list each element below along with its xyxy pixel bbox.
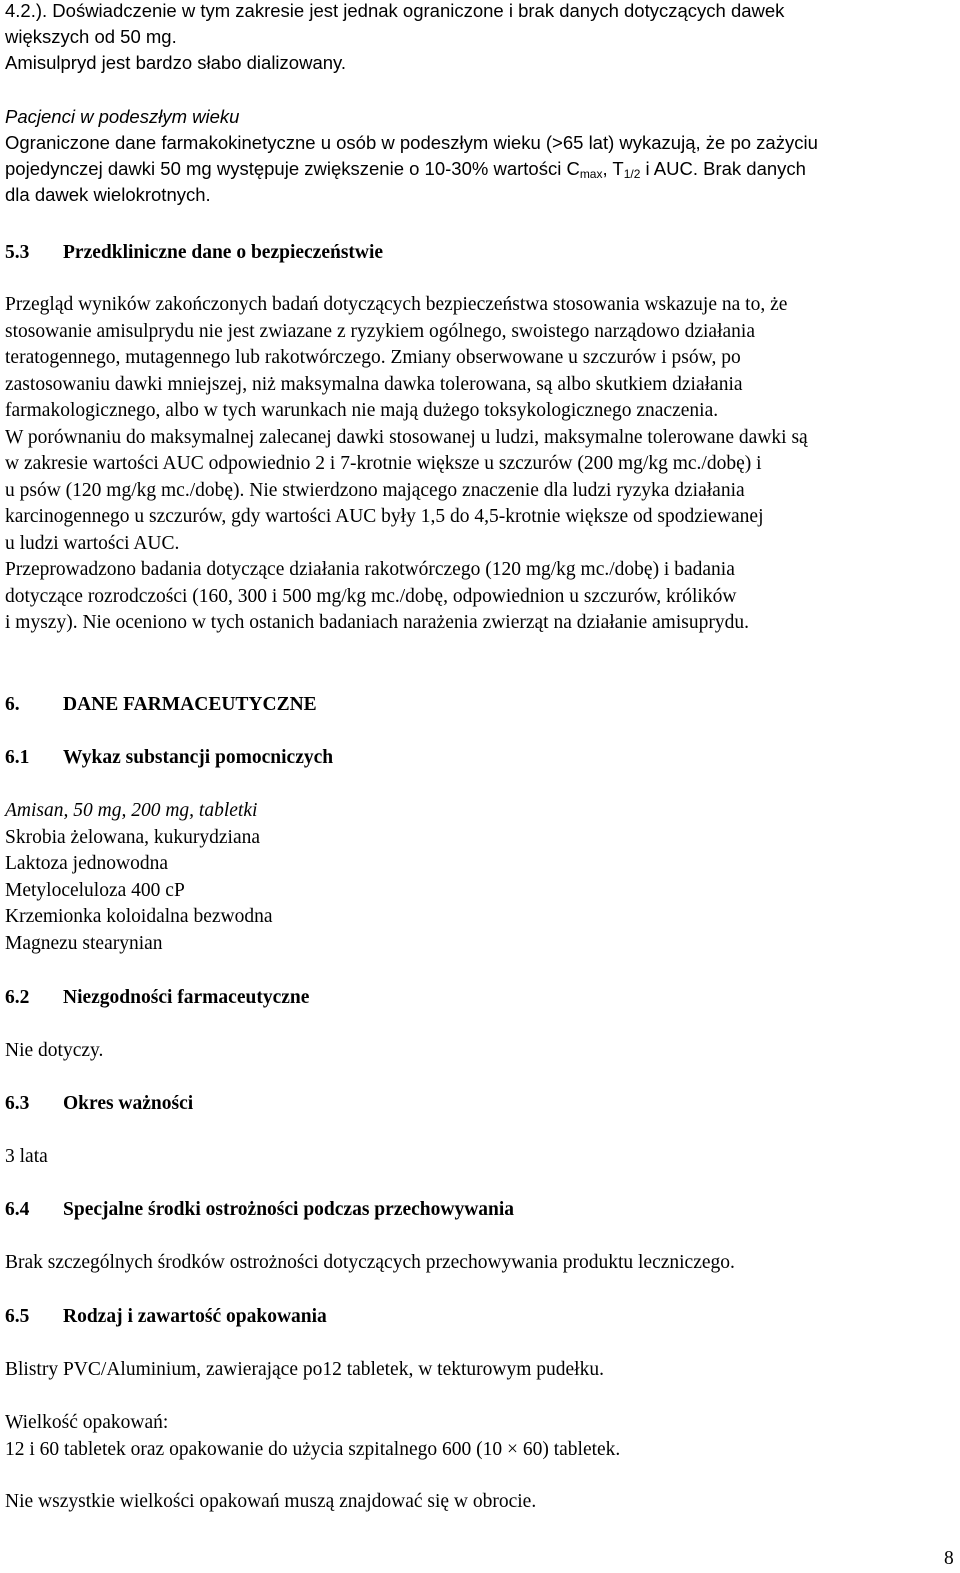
section-heading-6-3: [5, 1091, 193, 1118]
text-line: Amisulpryd jest bardzo słabo dializowany.: [5, 52, 347, 73]
text-line: 4.2.). Doświadczenie w tym zakresie jest jednak ograniczone i brak danych dotyczących dawek: [5, 0, 785, 21]
pk-paragraph: [5, 0, 784, 76]
text-line: Przegląd wyników zakończonych badań dotyczących bezpieczeństwa stosowania wskazuje na to, że: [5, 294, 788, 315]
list-item: Laktoza jednowodna: [5, 853, 168, 874]
text-line: dotyczące rozrodczości (160, 300 i 500 mg/kg mc./dobę, odpowiednion u szczurów, królików: [5, 585, 737, 607]
list-item: Skrobia żelowana, kukurydziana: [5, 826, 261, 848]
section-number: 5.3: [5, 242, 30, 263]
text-line: farmakologicznego, albo w tych warunkach nie mają dużego toksykologicznego znaczenia.: [5, 400, 719, 421]
subscript-max: max: [579, 167, 603, 181]
pack-sizes: [5, 1410, 620, 1463]
section-number: 6.5: [5, 1306, 30, 1327]
section-heading-6-5: [5, 1304, 327, 1331]
text-line: Ograniczone dane farmakokinetyczne u osób w podeszłym wieku (>65 lat) wykazują, że po zażyciu: [5, 132, 818, 153]
text-line: w zakresie wartości AUC odpowiednio 2 i 7-krotnie większe u szczurów (200 mg/kg mc./dobę) i: [5, 453, 762, 474]
product-name: Amisan, 50 mg, 200 mg, tabletki: [5, 800, 258, 821]
section-title: Rodzaj i zawartość opakowania: [63, 1306, 327, 1327]
text-line: pojedynczej dawki 50 mg występuje zwiększenie o 10-30% wartości $C_{max}$, $T_{1/2}$ i AUC. Brak danych: [5, 158, 806, 181]
text-line: większych od 50 mg.: [5, 26, 177, 47]
section-text: Brak szczególnych środków ostrożności dotyczących przechowywania produktu leczniczego.: [5, 1252, 735, 1273]
section-title: Niezgodności farmaceutyczne: [63, 987, 310, 1008]
page-number: 8: [944, 1548, 954, 1569]
section-title: Wykaz substancji pomocniczych: [63, 747, 334, 768]
section-text: Nie dotyczy.: [5, 1040, 104, 1061]
section-text: 3 lata: [5, 1146, 48, 1167]
section-number: 6.3: [5, 1093, 30, 1114]
section-heading-6: [5, 692, 317, 719]
section-title: Okres ważności: [63, 1093, 194, 1114]
text-line: stosowanie amisulprydu nie jest zwiazane z ryzykiem ogólnego, swoistego narządowo działania: [5, 320, 755, 342]
section-number: 6.1: [5, 747, 30, 768]
excipients-list: [5, 798, 273, 957]
section-heading-6-1: [5, 745, 333, 772]
preclinical-paragraph: [5, 292, 808, 637]
text-line: u ludzi wartości AUC.: [5, 532, 180, 554]
pack-sizes-text: 12 i 60 tabletek oraz opakowanie do użycia szpitalnego 600 (10 × 60) tabletek.: [5, 1438, 621, 1460]
text-line: W porównaniu do maksymalnej zalecanej dawki stosowanej u ludzi, maksymalne tolerowane dawki są: [5, 426, 808, 448]
section-number: 6.: [5, 694, 20, 715]
elderly-section: [5, 104, 818, 208]
text-line: i myszy). Nie oceniono w tych ostanich badaniach narażenia zwierząt na działanie amisuprydu.: [5, 612, 749, 633]
elderly-heading: Pacjenci w podeszłym wieku: [5, 106, 240, 127]
text-line: dla dawek wielokrotnych.: [5, 184, 211, 205]
list-item: Magnezu stearynian: [5, 932, 163, 954]
text-line: karcinogennego u szczurów, gdy wartości AUC były 1,5 do 4,5-krotnie większe od spodziewanej: [5, 506, 764, 527]
section-title: Przedkliniczne dane o bezpieczeństwie: [63, 242, 384, 263]
section-heading-6-2: [5, 985, 309, 1012]
section-heading-5-3: [5, 240, 383, 267]
marketing-note: Nie wszystkie wielkości opakowań muszą znajdować się w obrocie.: [5, 1491, 537, 1512]
list-item: Metyloceluloza 400 cP: [5, 879, 185, 901]
pack-sizes-label: Wielkość opakowań:: [5, 1412, 169, 1433]
section-title: DANE FARMACEUTYCZNE: [63, 694, 317, 715]
text-line: Przeprowadzono badania dotyczące działania rakotwórczego (120 mg/kg mc./dobę) i badania: [5, 559, 735, 580]
text-line: teratogennego, mutagennego lub rakotwórczego. Zmiany obserwowane u szczurów i psów, po: [5, 347, 741, 368]
section-text: Blistry PVC/Aluminium, zawierające po12 tabletek, w tekturowym pudełku.: [5, 1359, 604, 1380]
text-line: u psów (120 mg/kg mc./dobę). Nie stwierdzono mającego znaczenie dla ludzi ryzyka działania: [5, 479, 745, 501]
list-item: Krzemionka koloidalna bezwodna: [5, 906, 273, 927]
text-line: zastosowaniu dawki mniejszej, niż maksymalna dawka tolerowana, są albo skutkiem działania: [5, 373, 743, 395]
section-number: 6.2: [5, 987, 30, 1008]
section-heading-6-4: [5, 1197, 514, 1224]
section-title: Specjalne środki ostrożności podczas przechowywania: [63, 1199, 515, 1220]
section-number: 6.4: [5, 1199, 30, 1220]
subscript-half: 1/2: [623, 167, 641, 181]
